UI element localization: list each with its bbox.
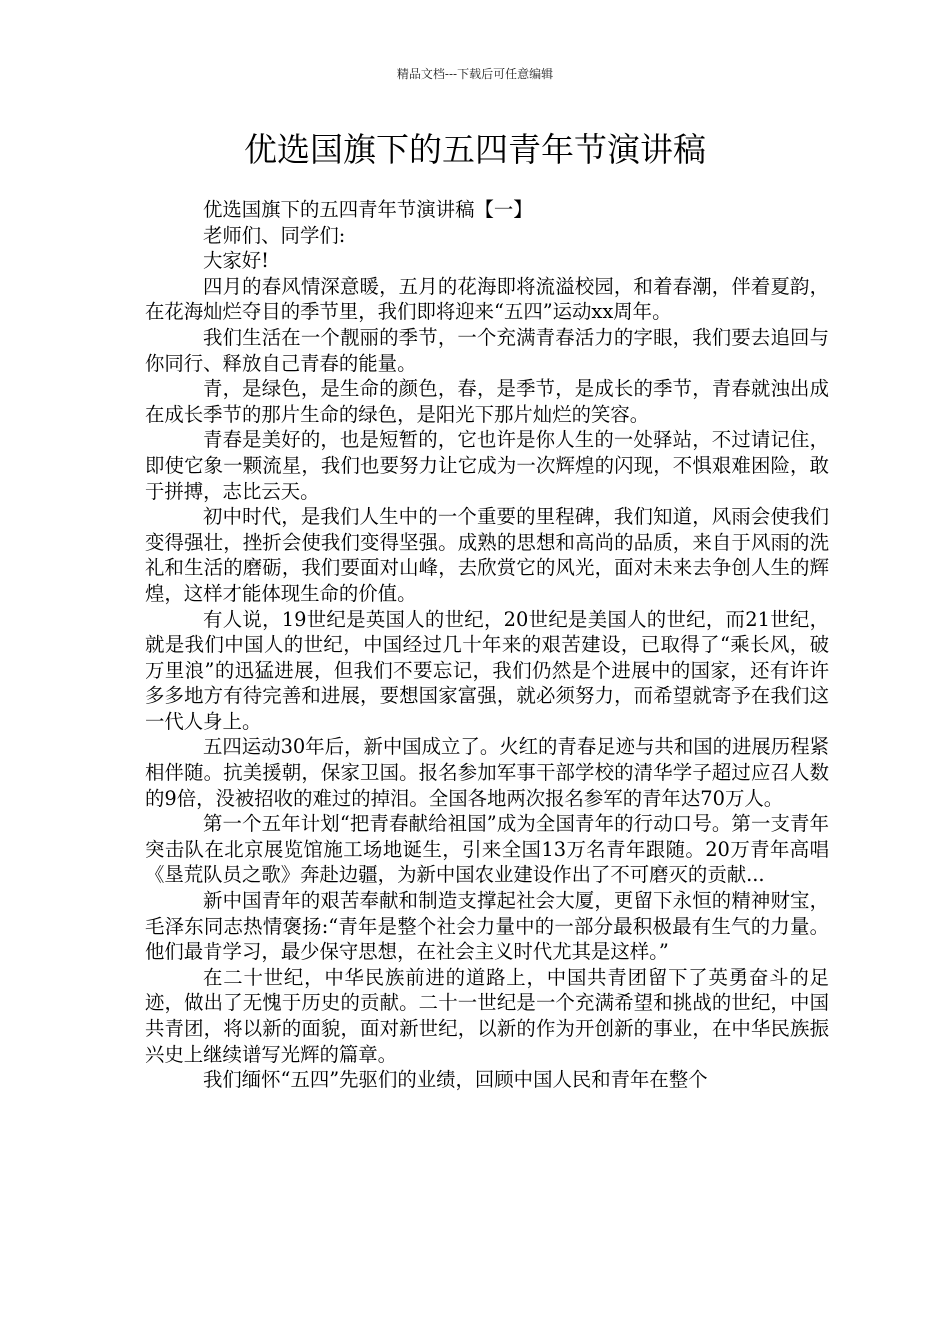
paragraph-subtitle: 优选国旗下的五四青年节演讲稿【一】: [203, 198, 533, 221]
paragraph-salutation: 老师们、同学们:: [203, 223, 346, 247]
paragraph: 青春是美好的，也是短暂的，它也许是你人生的一处驿站，不过请记住，即使它象一颗流星，我们也要努力让它成为一次辉煌的闪现，不惧艰难困险，敢于拼搏，志比云天。: [145, 428, 829, 503]
paragraph: 五四运动30年后，新中国成立了。火红的青春足迹与共和国的进展历程紧相伴随。抗美援朝，保家卫国。报名参加军事干部学校的清华学子超过应召人数的9倍，没被招收的难过的掉泪。全国各地两次报名参军的青年达70万人。: [145, 735, 829, 810]
paragraph: 第一个五年计划“把青春献给祖国”成为全国青年的行动口号。第一支青年突击队在北京展览馆施工场地诞生，引来全国13万名青年跟随。20万青年高唱《垦荒队员之歌》奔赴边疆，为新中国农业建设作出了不可磨灭的贡献...: [145, 812, 829, 887]
paragraph: 四月的春风情深意暖，五月的花海即将流溢校园，和着春潮，伴着夏韵，在花海灿烂夺目的季节里，我们即将迎来“五四”运动xx周年。: [145, 274, 829, 324]
paragraph: 在二十世纪，中华民族前进的道路上，中国共青团留下了英勇奋斗的足迹，做出了无愧于历史的贡献。二十一世纪是一个充满希望和挑战的世纪，中国共青团，将以新的面貌，面对新世纪，以新的作为开创新的事业，在中华民族振兴史上继续谱写光辉的篇章。: [145, 965, 829, 1066]
paragraph-greeting: 大家好!: [203, 249, 269, 273]
paragraph: 有人说，19世纪是英国人的世纪，20世纪是美国人的世纪，而21世纪，就是我们中国人的世纪，中国经过几十年来的艰苦建设，已取得了“乘长风，破万里浪”的迅猛进展，但我们不要忘记，我们仍然是个进展中的国家，还有许许多多地方有待完善和进展，要想国家富强，就必须努力，而希望就寄予在我们这一代人身上。: [145, 607, 829, 733]
header-note: 精品文档---下载后可任意编辑: [396, 67, 554, 81]
document-body: [145, 197, 829, 1093]
document-title: 优选国旗下的五四青年节演讲稿: [244, 130, 706, 169]
paragraph: 新中国青年的艰苦奉献和制造支撑起社会大厦，更留下永恒的精神财宝，毛泽东同志热情褒扬:“青年是整个社会力量中的一部分最积极最有生气的力量。他们最肯学习，最少保守思想，在社会主义时代尤其是这样。”: [145, 889, 829, 964]
paragraph: 初中时代，是我们人生中的一个重要的里程碑，我们知道，风雨会使我们变得强壮，挫折会使我们变得坚强。成熟的思想和高尚的品质，来自于风雨的洗礼和生活的磨砺，我们要面对山峰，去欣赏它的风光，面对未来去争创人生的辉煌，这样才能体现生命的价值。: [145, 505, 829, 605]
paragraph: 我们缅怀“五四”先驱们的业绩，回顾中国人民和青年在整个: [203, 1068, 708, 1092]
paragraph: 我们生活在一个靓丽的季节，一个充满青春活力的字眼，我们要去追回与你同行、释放自己青春的能量。: [145, 325, 829, 375]
paragraph: 青，是绿色，是生命的颜色，春，是季节，是成长的季节，青春就浊出成在成长季节的那片生命的绿色，是阳光下那片灿烂的笑容。: [145, 377, 829, 426]
